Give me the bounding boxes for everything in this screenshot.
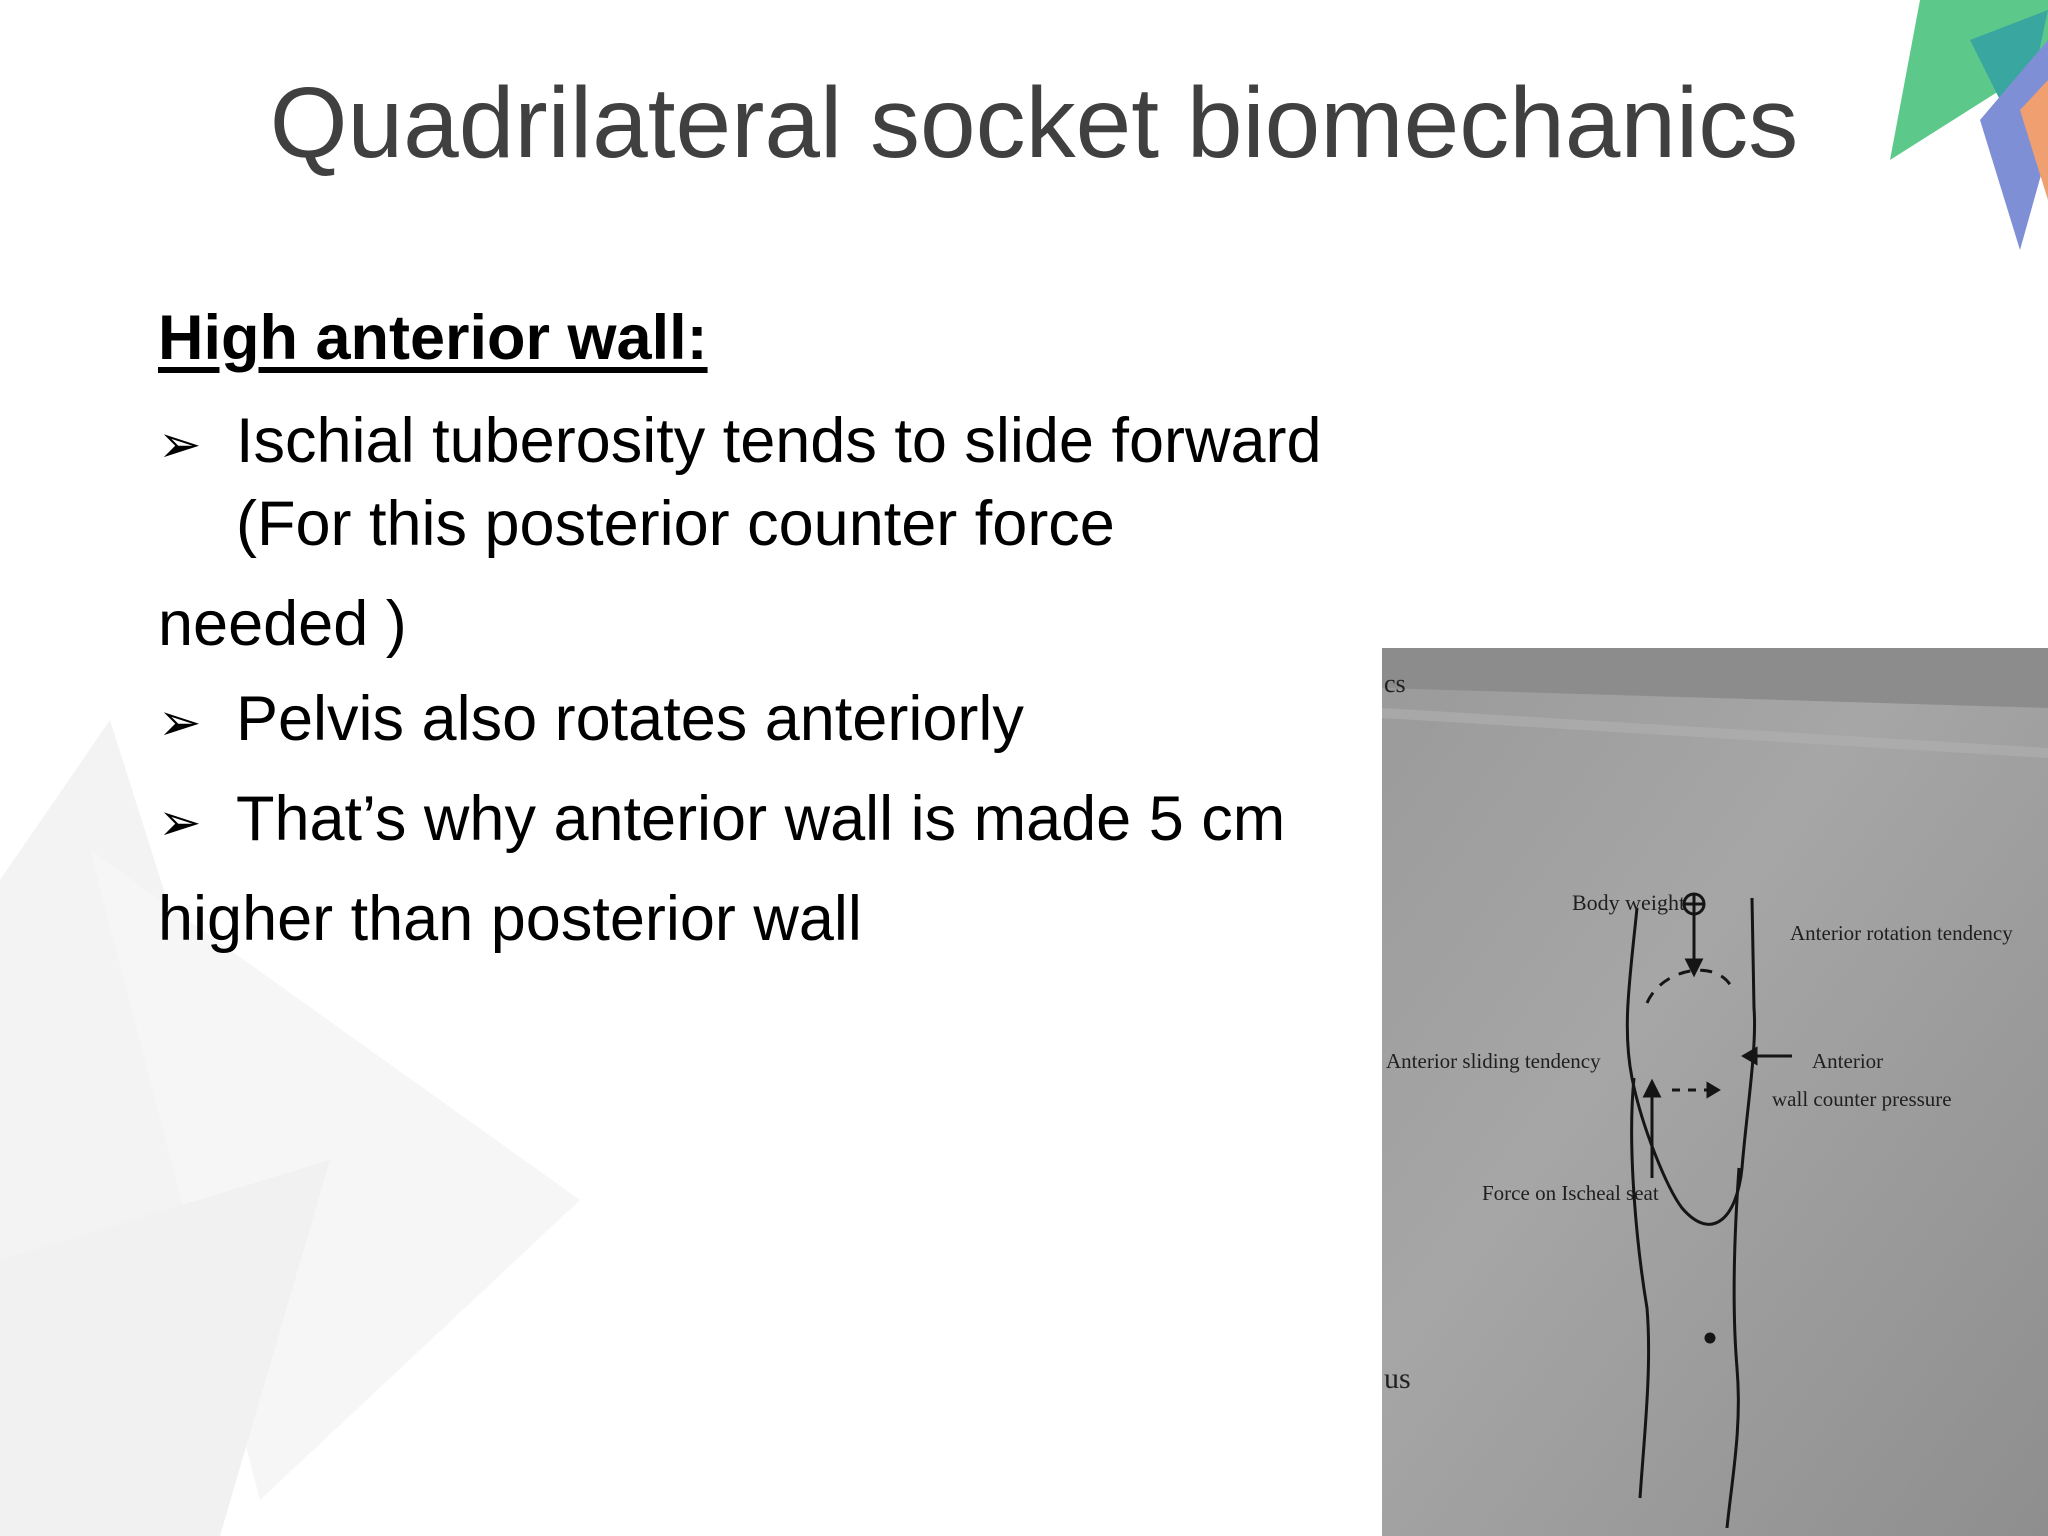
label-body-weight: Body weight [1572,890,1686,915]
section-heading: High anterior wall: [158,303,708,373]
label-ischeal-seat: Force on Ischeal seat [1482,1181,1659,1205]
label-edge-top: cs [1384,669,1406,698]
bullet-text-3: That’s why anterior wall is made 5 cm [236,784,1286,854]
bullet-text-1-wrap: needed ) [158,589,407,659]
slide-title: Quadrilateral socket biomechanics [269,67,1799,179]
bullet-arrow-icon: ➢ [158,416,202,474]
label-wall-counter-pressure: wall counter pressure [1772,1087,1952,1111]
bullet-text-2: Pelvis also rotates anteriorly [236,684,1024,754]
bullet-text-3-wrap: higher than posterior wall [158,884,862,954]
bullet-text-1: Ischial tuberosity tends to slide forward [236,406,1322,476]
label-anterior-rotation: Anterior rotation tendency [1790,921,2013,945]
bullet-arrow-icon: ➢ [158,794,202,852]
label-anterior-sliding: Anterior sliding tendency [1386,1049,1601,1073]
socket-diagram-photo [1382,648,2048,1536]
bullet-arrow-icon: ➢ [158,694,202,752]
label-anterior: Anterior [1812,1049,1884,1073]
bullet-text-1-cont: (For this posterior counter force [236,489,1115,559]
label-edge-bottom: us [1384,1362,1411,1395]
